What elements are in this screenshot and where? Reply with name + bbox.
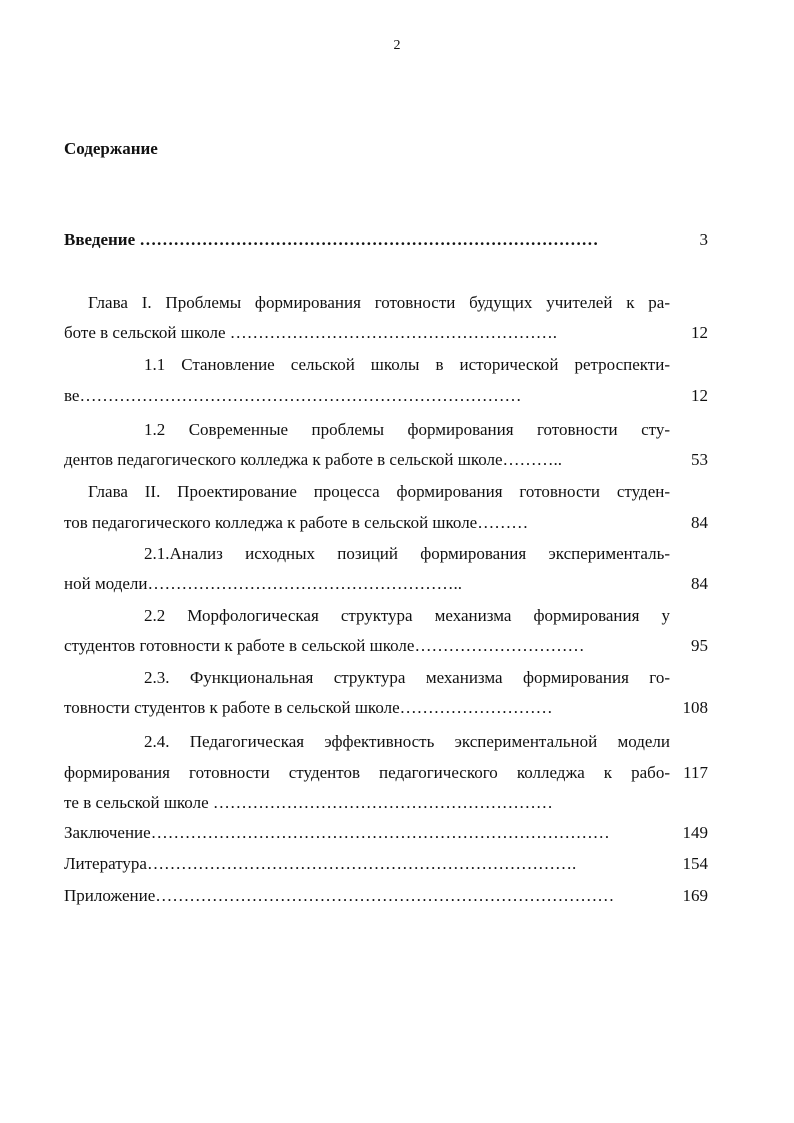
toc-entry-2-2-cont: студентов готовности к работе в сельской школе………………………… (64, 636, 585, 655)
toc-entry-2-3-cont: товности студентов к работе в сельской школе……………………… (64, 698, 553, 717)
toc-entry-1-1-cont: ве…………………………………………………………………… (64, 386, 522, 405)
toc-page-conclusion: 149 (682, 823, 708, 842)
toc-entry-2-1: 2.1.Анализ исходных позиций формирования эксперименталь- (144, 544, 670, 563)
toc-page-1-2: 53 (691, 450, 708, 469)
toc-entry-appendix: Приложение……………………………………………………………………… (64, 886, 615, 905)
toc-page-2-1: 84 (691, 574, 708, 593)
page-number: 2 (393, 38, 401, 53)
toc-entry-2-4: 2.4. Педагогическая эффективность экспериментальной модели (144, 732, 670, 751)
toc-page-2-2: 95 (691, 636, 708, 655)
toc-page-2-3: 108 (682, 698, 708, 717)
toc-entry-introduction: Введение ……………………………………………………………………… (64, 230, 599, 249)
toc-entry-1-1: 1.1 Становление сельской школы в исторической ретроспекти- (144, 355, 670, 374)
toc-heading: Содержание (64, 139, 158, 158)
toc-page-appendix: 169 (682, 886, 708, 905)
toc-entry-chapter-2-cont: тов педагогического колледжа к работе в сельской школе……… (64, 513, 529, 532)
toc-entry-chapter-2: Глава II. Проектирование процесса формирования готовности студен- (88, 482, 670, 501)
toc-entry-2-1-cont: ной модели……………………………………………….. (64, 574, 462, 593)
toc-page-1-1: 12 (691, 386, 708, 405)
toc-page-introduction: 3 (699, 230, 708, 249)
toc-entry-1-2-cont: дентов педагогического колледжа к работе в сельской школе……….. (64, 450, 563, 469)
toc-entry-literature: Литература…………………………………………………………………. (64, 854, 577, 873)
toc-entry-chapter-1: Глава I. Проблемы формирования готовности будущих учителей к ра- (88, 293, 670, 312)
toc-entry-1-2: 1.2 Современные проблемы формирования готовности сту- (144, 420, 670, 439)
toc-entry-2-3: 2.3. Функциональная структура механизма формирования го- (144, 668, 670, 687)
toc-entry-2-4-cont: формирования готовности студентов педагогического колледжа к рабо- (64, 763, 670, 782)
toc-entry-2-2: 2.2 Морфологическая структура механизма формирования у (144, 606, 670, 625)
toc-entry-chapter-1-cont: боте в сельской школе …………………………………………………. (64, 323, 558, 342)
toc-entry-2-4-cont2: те в сельской школе …………………………………………………… (64, 793, 553, 812)
toc-page-literature: 154 (682, 854, 708, 873)
toc-page-chapter-1: 12 (691, 323, 708, 342)
toc-page-2-4: 117 (683, 763, 708, 782)
toc-entry-conclusion: Заключение……………………………………………………………………… (64, 823, 610, 842)
toc-page-chapter-2: 84 (691, 513, 708, 532)
